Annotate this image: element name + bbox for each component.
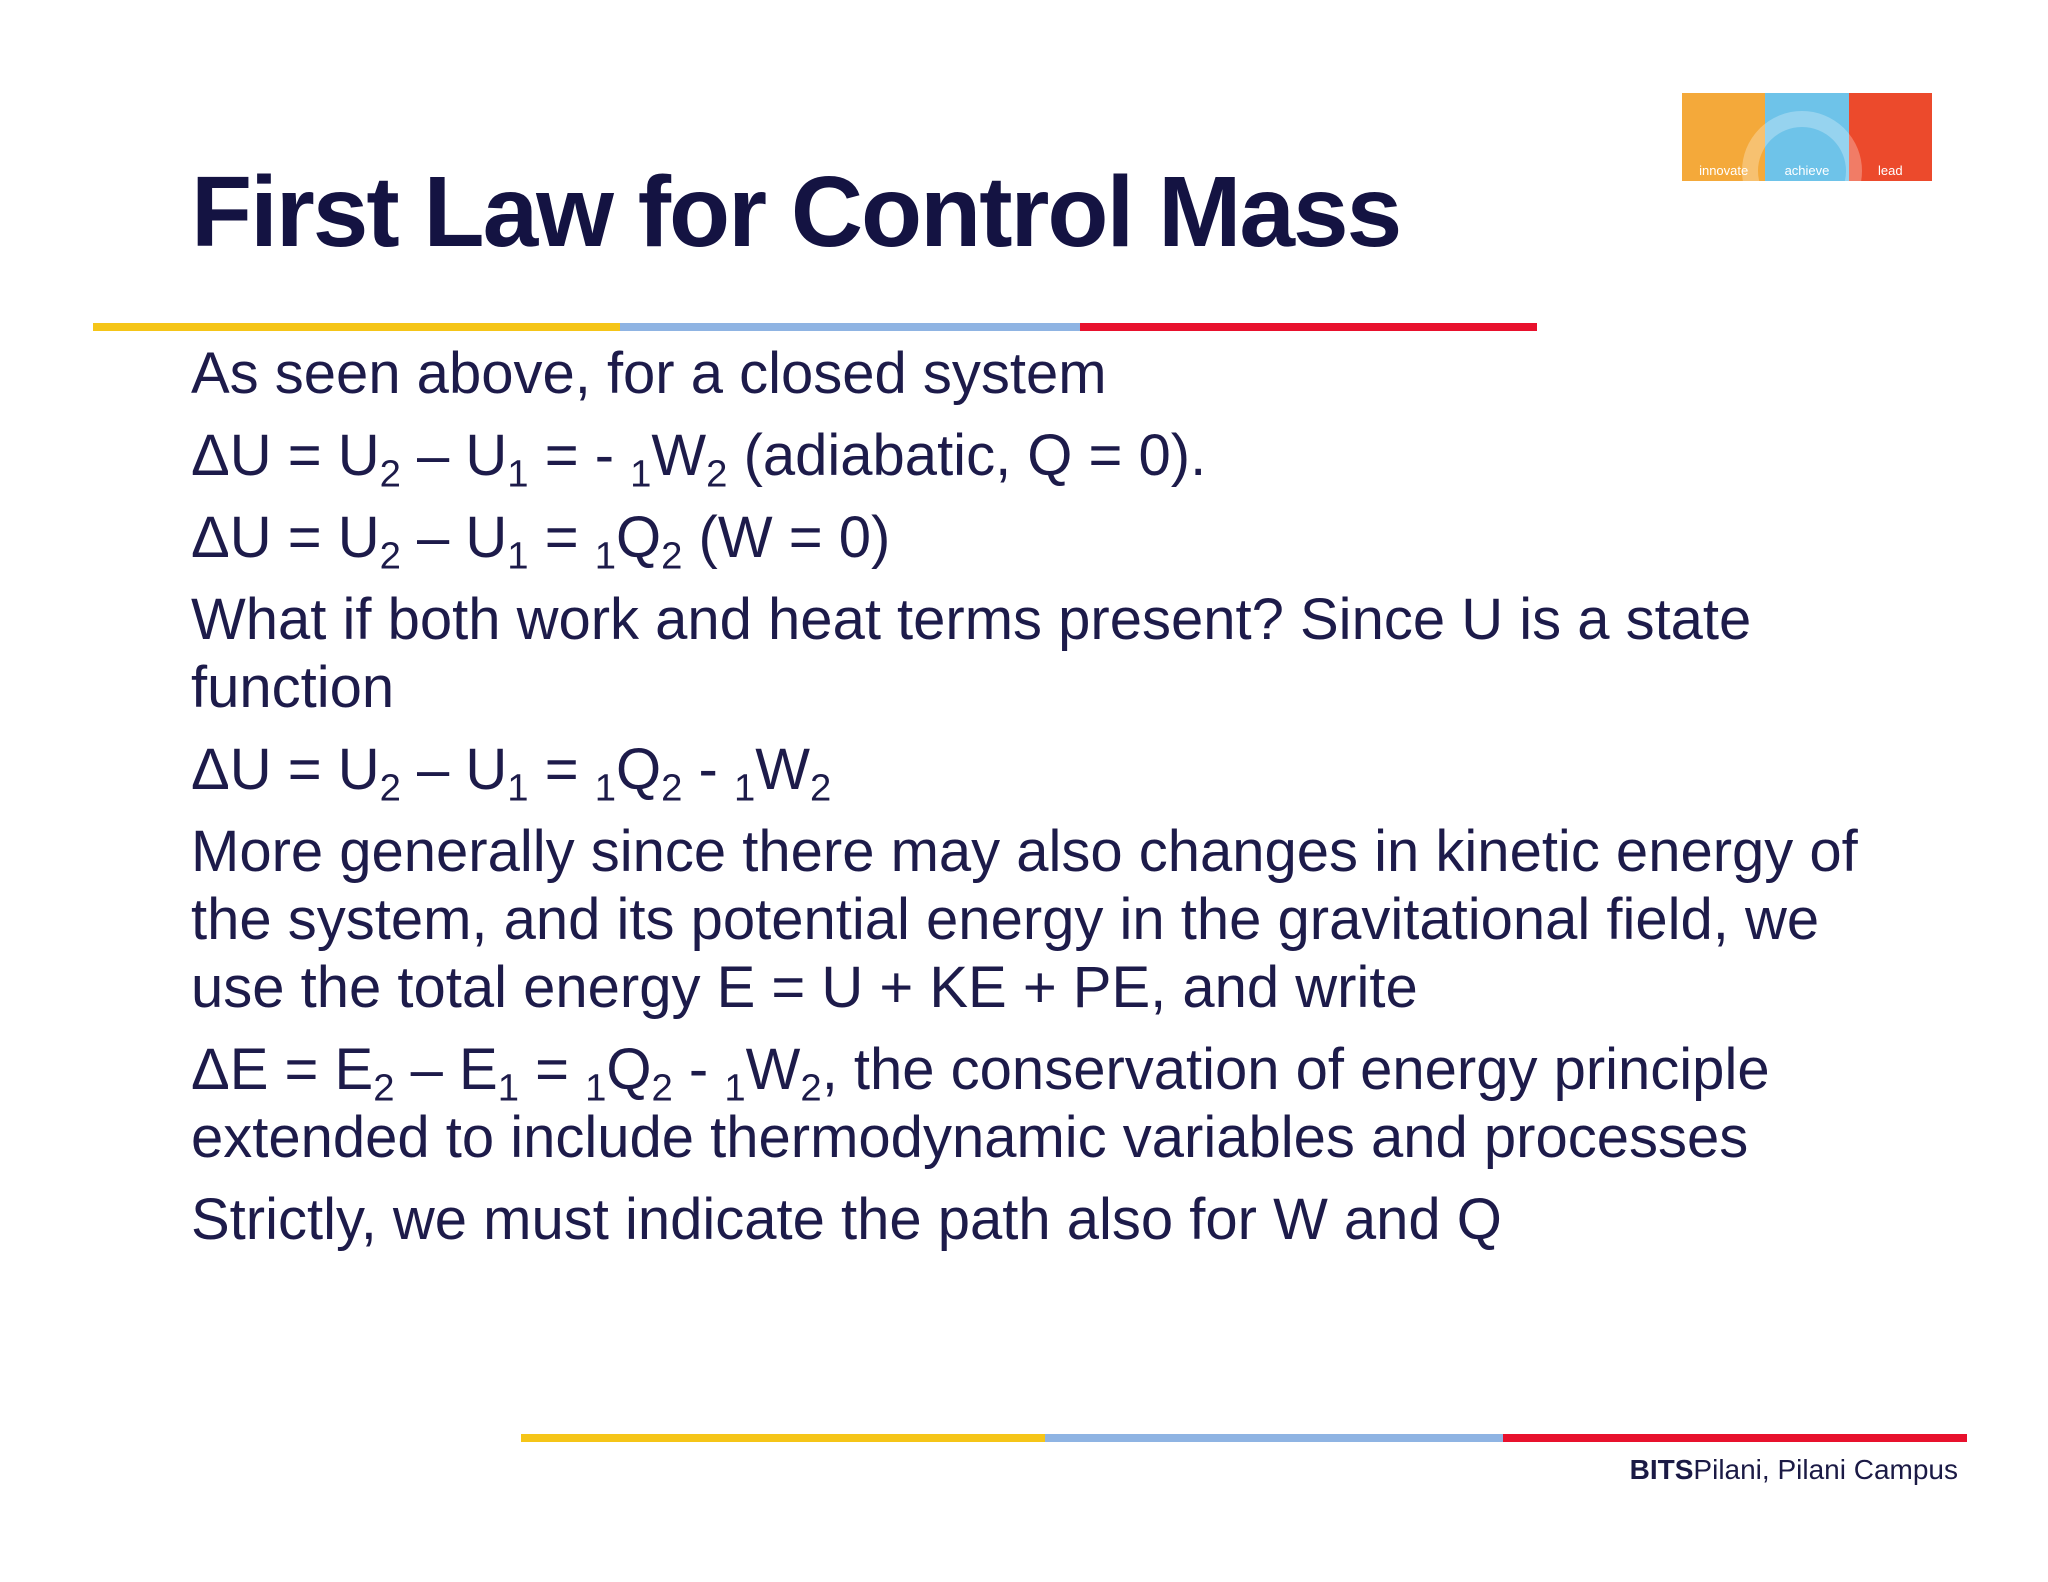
logo-segment-lead — [1849, 93, 1932, 181]
bits-logo — [1682, 93, 1932, 181]
footer-campus-name: Pilani, Pilani Campus — [1693, 1454, 1958, 1485]
footer-bits: BITS — [1629, 1454, 1694, 1485]
logo-label-lead: lead — [1878, 163, 1903, 178]
total-energy-paragraph: More generally since there may also changes in kinetic energy of the system, and its potential energy in the gravitational field, we use the total energy E = U + KE + PE, and write — [191, 819, 1858, 1020]
logo-segment-achieve — [1765, 93, 1848, 181]
slide-body — [191, 340, 1891, 1268]
logo-label-achieve: achieve — [1784, 163, 1830, 178]
no-work-equation: $\Delta U = U_2 - U_1 = _1Q_2$ (W = 0) — [191, 505, 891, 578]
slide-title: First Law for Control Mass — [191, 156, 1401, 268]
footer-campus — [1630, 1454, 1958, 1486]
top-divider — [93, 323, 1537, 331]
adiabatic-equation: $\Delta U = U_2 - U_1$ = - $_1W_2$ (adiabatic, Q = 0). — [191, 423, 1207, 496]
path-note: Strictly, we must indicate the path also for W and Q — [191, 1187, 1502, 1252]
energy-conservation-equation: $\Delta E = E_2 - E_1 = _1Q_2 - _1W_2$, the conservation of energy principle extended to include thermodynamic variables and processes — [191, 1037, 1770, 1170]
state-function-question: What if both work and heat terms present? Since U is a state function — [191, 587, 1752, 720]
bottom-divider — [521, 1434, 1967, 1442]
logo-label-innovate: innovate — [1699, 163, 1749, 178]
first-law-equation: $\Delta U = U_2 - U_1 = _1Q_2 - _1W_2$ — [191, 737, 832, 810]
logo-segment-innovate — [1682, 93, 1765, 181]
closed-system-line: As seen above, for a closed system — [191, 341, 1107, 406]
